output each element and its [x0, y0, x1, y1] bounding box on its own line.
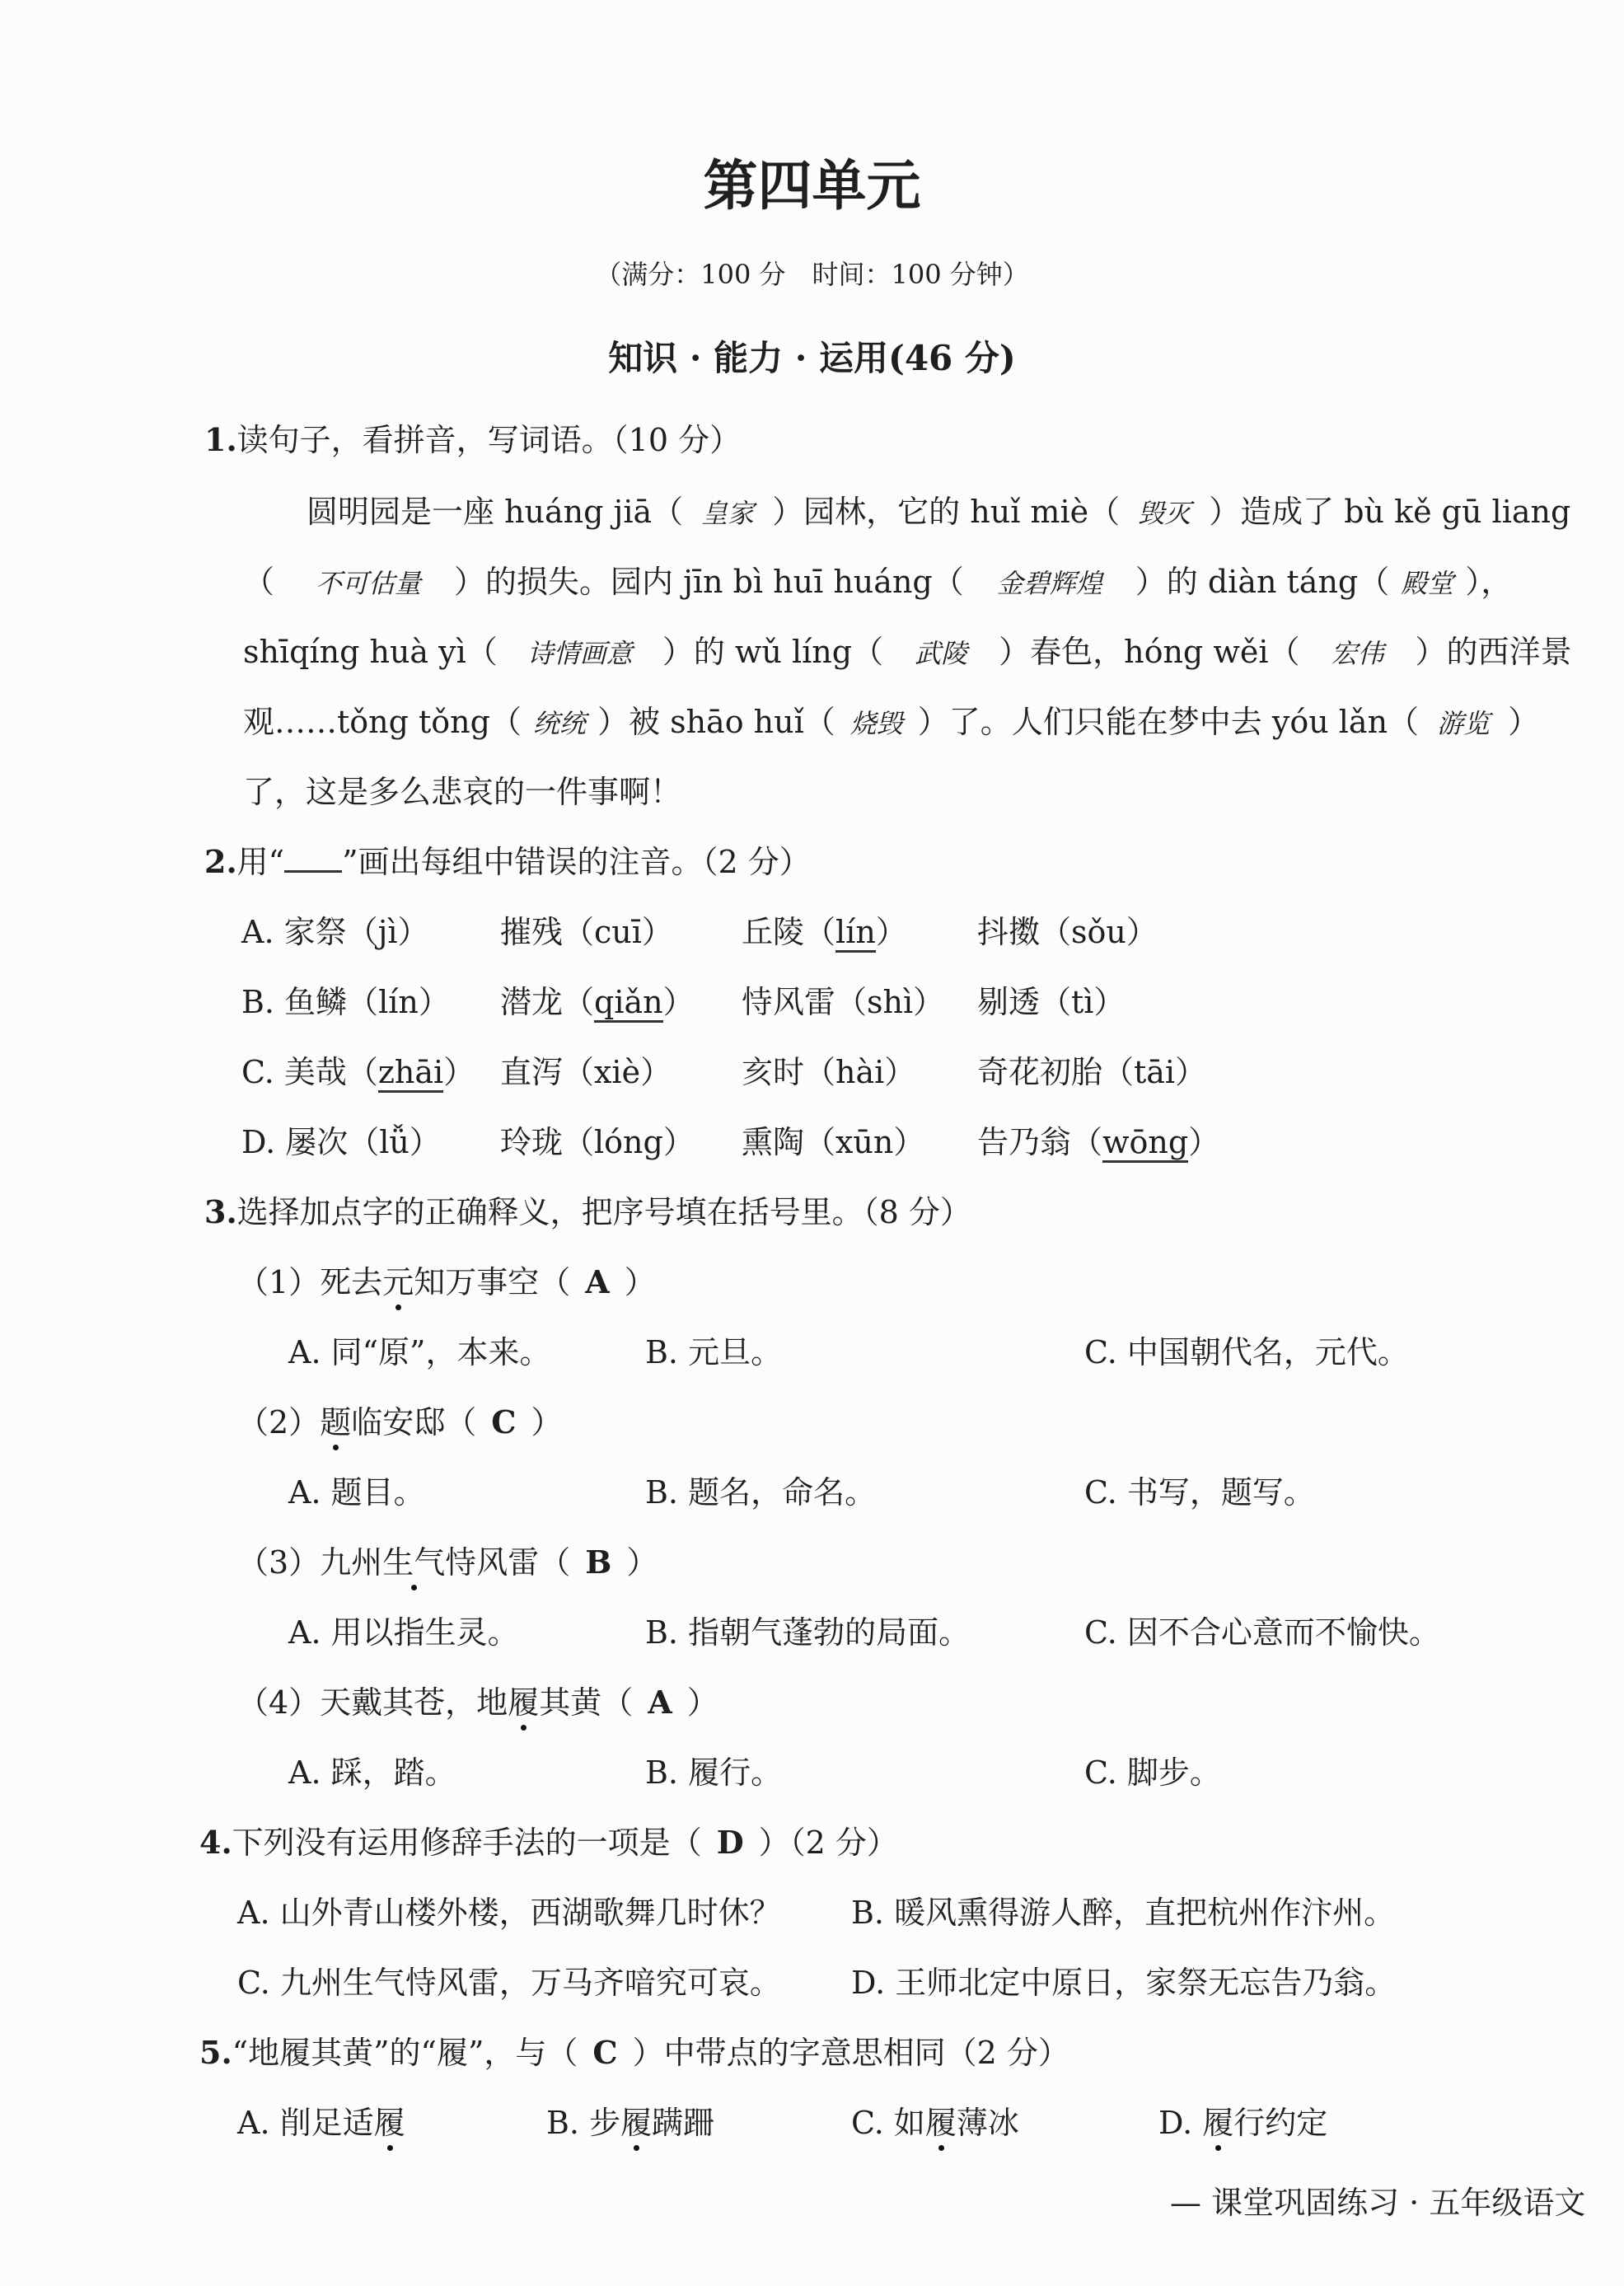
q3-item-4-opt-b: B. 履行。: [645, 1754, 783, 1791]
q3-item-3-opt-c: C. 因不合心意而不愉快。: [1084, 1614, 1440, 1651]
answer-7: 武陵: [915, 638, 968, 669]
q4-answer: D: [716, 1824, 744, 1861]
q3-item-3-opt-a: A. 用以指生灵。: [288, 1614, 519, 1651]
q1-line-1: 圆明园是一座 huáng jiā（ 皇家 ）园林，它的 huǐ miè（ 毁灭 ）造成了 bù kě gū liang: [307, 494, 1571, 530]
q5-opt-d: D. 履行约定: [1158, 2097, 1327, 2143]
q5-opt-a: A. 削足适履: [237, 2097, 405, 2143]
q3-item-4-stem: （4）天戴其苍，地履其黄（ A ）: [237, 1677, 718, 1722]
q3-item-1-opt-b: B. 元旦。: [645, 1334, 783, 1370]
q1-line-4: 观……tǒng tǒng（ 统统 ）被 shāo huǐ（ 烧毁 ）了。人们只能在梦中去 yóu lǎn（ 游览 ）: [243, 704, 1540, 740]
answer-9: 统统: [532, 708, 586, 739]
underline-mark: [284, 846, 342, 873]
q5-answer: C: [592, 2034, 618, 2071]
q5-opt-c: C. 如履薄冰: [851, 2097, 1019, 2143]
answer-3: 不可估量: [316, 568, 422, 599]
q2-c-2: 直泻（xiè）: [500, 1054, 672, 1090]
q3-prompt: 3.选择加点字的正确释义，把序号填在括号里。（8 分）: [204, 1193, 971, 1230]
answer-6: 诗情画意: [527, 638, 633, 669]
q2-d-2: 玲珑（lóng）: [500, 1124, 695, 1160]
q3-item-4-opt-c: C. 脚步。: [1084, 1754, 1221, 1791]
q5-opt-b: B. 步履蹒跚: [546, 2097, 714, 2143]
q2-d-1: D. 屡次（lǚ）: [241, 1124, 441, 1160]
q2-c-1: C. 美哉（zhāi）: [241, 1047, 475, 1092]
q1-line-3: shīqíng huà yì（ 诗情画意 ）的 wǔ líng（ 武陵 ）春色，hóng wěi（ 宏伟 ）的西洋景: [243, 634, 1572, 670]
q2-d-3: 熏陶（xūn）: [742, 1124, 925, 1160]
answer-4: 金碧辉煌: [996, 568, 1102, 599]
q2-c-4: 奇花初胎（tāi）: [977, 1054, 1207, 1090]
q1-line-2: （ 不可估量 ）的损失。园内 jīn bì huī huáng（ 金碧辉煌 ）的 diàn táng（ 殿堂 ），: [243, 564, 1513, 600]
score-time-info: （满分：100 分 时间：100 分钟）: [595, 259, 1029, 290]
q2-d-4: 告乃翁（wōng）: [977, 1117, 1219, 1162]
page-title: 第四单元: [703, 153, 921, 218]
q3-answer-1: A: [585, 1263, 610, 1300]
q2-c-3: 亥时（hài）: [742, 1054, 916, 1090]
q2-a-1: A. 家祭（jì）: [241, 914, 429, 950]
q3-answer-3: B: [585, 1544, 612, 1581]
q3-item-1-opt-a: A. 同“原”，本来。: [288, 1334, 551, 1370]
answer-8: 宏伟: [1331, 638, 1384, 669]
q2-a-4: 抖擞（sǒu）: [977, 914, 1158, 950]
q3-item-4-opt-a: A. 踩，踏。: [288, 1754, 456, 1791]
q5-prompt: 5.“地履其黄”的“履”，与（ C ）中带点的字意思相同（2 分）: [199, 2034, 1069, 2071]
q4-opt-b: B. 暖风熏得游人醉，直把杭州作汴州。: [851, 1895, 1396, 1931]
marked-wrong-pinyin: lín: [835, 914, 876, 953]
q4-prompt: 4.下列没有运用修辞手法的一项是（ D ）（2 分）: [199, 1824, 898, 1861]
answer-11: 游览: [1437, 708, 1491, 739]
q3-item-2-opt-c: C. 书写，题写。: [1084, 1474, 1315, 1511]
q3-answer-2: C: [491, 1403, 517, 1440]
marked-wrong-pinyin: wōng: [1102, 1124, 1188, 1163]
q2-b-4: 剔透（tì）: [977, 984, 1126, 1020]
section-heading: 知识 · 能力 · 运用(46 分): [608, 338, 1016, 378]
answer-2: 毁灭: [1138, 498, 1191, 529]
q3-item-2-stem: （2）题临安邸（ C ）: [237, 1397, 562, 1442]
q4-opt-d: D. 王师北定中原日，家祭无忘告乃翁。: [851, 1965, 1397, 2001]
q2-prompt: 2.用“ ”画出每组中错误的注音。（2 分）: [204, 843, 811, 880]
q2-a-2: 摧残（cuī）: [500, 914, 673, 950]
q4-opt-c: C. 九州生气恃风雷，万马齐喑究可哀。: [237, 1965, 781, 2001]
q3-item-2-opt-b: B. 题名，命名。: [645, 1474, 877, 1511]
q1-prompt: 1.读句子，看拼音，写词语。（10 分）: [204, 421, 742, 458]
marked-wrong-pinyin: zhāi: [378, 1054, 443, 1093]
q3-item-1-stem: （1）死去元知万事空（ A ）: [237, 1257, 656, 1302]
q3-item-3-opt-b: B. 指朝气蓬勃的局面。: [645, 1614, 971, 1651]
q3-item-1-opt-c: C. 中国朝代名，元代。: [1084, 1334, 1409, 1370]
marked-wrong-pinyin: qiǎn: [594, 984, 663, 1023]
page-footer: — 课堂巩固练习 · 五年级语文: [1170, 2185, 1586, 2221]
q4-opt-a: A. 山外青山楼外楼，西湖歌舞几时休？: [237, 1895, 781, 1931]
q3-item-3-stem: （3）九州生气恃风雷（ B ）: [237, 1537, 658, 1582]
answer-5: 殿堂: [1401, 568, 1454, 599]
q2-a-3: 丘陵（lín）: [742, 906, 907, 952]
q2-b-1: B. 鱼鳞（lín）: [241, 984, 450, 1020]
q2-b-3: 恃风雷（shì）: [742, 984, 945, 1020]
q3-item-2-opt-a: A. 题目。: [288, 1474, 425, 1511]
q1-line-5: 了，这是多么悲哀的一件事啊！: [243, 774, 682, 810]
q2-b-2: 潜龙（qiǎn）: [500, 977, 695, 1022]
answer-10: 烧毁: [849, 708, 903, 739]
q3-answer-4: A: [648, 1684, 672, 1721]
answer-1: 皇家: [701, 498, 755, 529]
